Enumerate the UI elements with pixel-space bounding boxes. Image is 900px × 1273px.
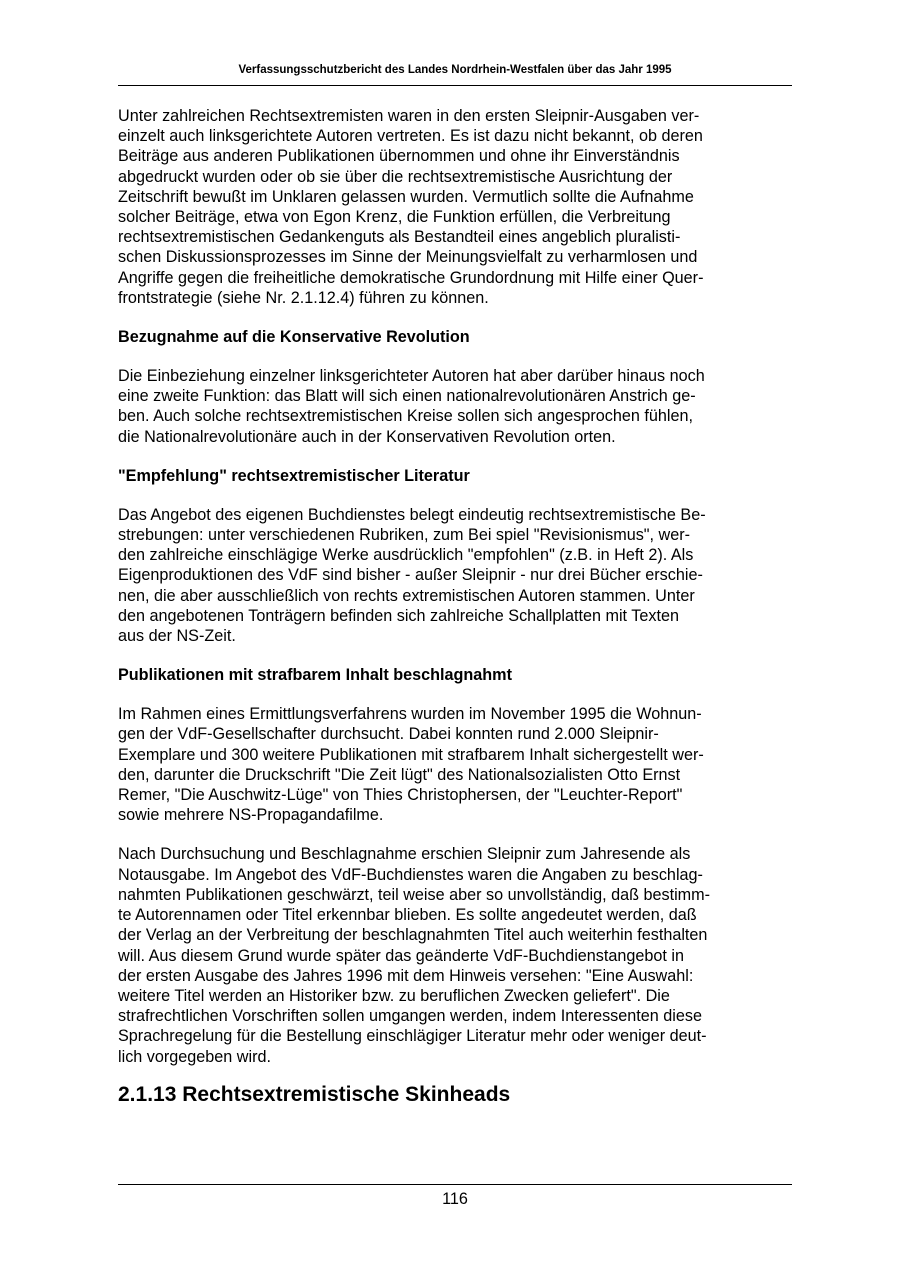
subheading: Bezugnahme auf die Konservative Revolution xyxy=(118,328,470,347)
text-line: den zahlreiche einschlägige Werke ausdrücklich "empfohlen" (z.B. in Heft 2). Als xyxy=(118,546,694,565)
paragraph xyxy=(118,106,782,308)
text-line: die Nationalrevolutionäre auch in der Konservativen Revolution orten. xyxy=(118,427,616,446)
page-number: 116 xyxy=(442,1190,468,1208)
text-line: will. Aus diesem Grund wurde später das geänderte VdF-Buchdienstangebot in xyxy=(118,946,684,965)
text-line: Angriffe gegen die freiheitliche demokratische Grundordnung mit Hilfe einer Quer- xyxy=(118,268,704,287)
text-line: solcher Beiträge, etwa von Egon Krenz, die Funktion erfüllen, die Verbreitung xyxy=(118,208,671,227)
paragraph xyxy=(118,505,782,646)
text-line: Unter zahlreichen Rechtsextremisten waren in den ersten Sleipnir-Ausgaben ver- xyxy=(118,107,700,125)
text-line: frontstrategie (siehe Nr. 2.1.12.4) führen zu können. xyxy=(118,288,489,307)
text-line: den, darunter die Druckschrift "Die Zeit lügt" des Nationalsozialisten Otto Ernst xyxy=(118,765,681,784)
page-header: Verfassungsschutzbericht des Landes Nordrhein-Westfalen über das Jahr 1995 xyxy=(238,64,672,76)
text-line: Remer, "Die Auschwitz-Lüge" von Thies Christophersen, der "Leuchter-Report" xyxy=(118,786,683,805)
page-content xyxy=(118,106,782,1108)
text-line: te Autorennamen oder Titel erkennbar blieben. Es sollte angedeutet werden, daß xyxy=(118,906,697,925)
text-line: abgedruckt wurden oder ob sie über die rechtsextremistische Ausrichtung der xyxy=(118,167,673,186)
subheading: Publikationen mit strafbarem Inhalt beschlagnahmt xyxy=(118,666,512,685)
text-line: rechtsextremistischen Gedankenguts als Bestandteil eines angeblich pluralisti- xyxy=(118,228,681,247)
text-line: Das Angebot des eigenen Buchdienstes belegt eindeutig rechtsextremistische Be- xyxy=(118,505,706,524)
header-rule xyxy=(118,85,792,86)
text-line: strafrechtlichen Vorschriften sollen umgangen werden, indem Interessenten diese xyxy=(118,1007,702,1026)
text-line: schen Diskussionsprozesses im Sinne der Meinungsvielfalt zu verharmlosen und xyxy=(118,248,698,267)
text-line: strebungen: unter verschiedenen Rubriken, zum Bei spiel "Revisionismus", wer- xyxy=(118,526,691,545)
text-line: Im Rahmen eines Ermittlungsverfahrens wurden im November 1995 die Wohnun- xyxy=(118,705,702,724)
text-line: Nach Durchsuchung und Beschlagnahme erschien Sleipnir zum Jahresende als xyxy=(118,845,691,864)
text-line: eine zweite Funktion: das Blatt will sich einen nationalrevolutionären Anstrich ge- xyxy=(118,387,696,406)
text-line: nen, die aber ausschließlich von rechts extremistischen Autoren stammen. Unter xyxy=(118,586,695,605)
text-line: Zeitschrift bewußt im Unklaren gelassen wurden. Vermutlich sollte die Aufnahme xyxy=(118,187,694,206)
text-line: der Verlag an der Verbreitung der beschlagnahmten Titel auch weiterhin festhalten xyxy=(118,926,708,945)
footer-rule xyxy=(118,1184,792,1185)
text-line: gen der VdF-Gesellschafter durchsucht. Dabei konnten rund 2.000 Sleipnir- xyxy=(118,725,659,744)
text-line: nahmten Publikationen geschwärzt, teil weise aber so unvollständig, daß bestimm- xyxy=(118,885,711,904)
text-line: Exemplare und 300 weitere Publikationen mit strafbarem Inhalt sichergestellt wer- xyxy=(118,745,704,764)
paragraph xyxy=(118,704,782,825)
text-line: der ersten Ausgabe des Jahres 1996 mit dem Hinweis versehen: "Eine Auswahl: xyxy=(118,966,694,985)
text-line: Beiträge aus anderen Publikationen übernommen und ohne ihr Einverständnis xyxy=(118,147,680,166)
text-line: Notausgabe. Im Angebot des VdF-Buchdienstes waren die Angaben zu beschlag- xyxy=(118,865,703,884)
text-line: Die Einbeziehung einzelner linksgerichteter Autoren hat aber darüber hinaus noch xyxy=(118,367,705,386)
text-line: lich vorgegeben wird. xyxy=(118,1047,271,1066)
text-line: sowie mehrere NS-Propagandafilme. xyxy=(118,806,384,825)
paragraph xyxy=(118,844,782,1066)
text-line: einzelt auch linksgerichtete Autoren vertreten. Es ist dazu nicht bekannt, ob deren xyxy=(118,127,703,146)
section-title: 2.1.13 Rechtsextremistische Skinheads xyxy=(118,1082,511,1106)
text-line: weitere Titel werden an Historiker bzw. zu beruflichen Zwecken geliefert". Die xyxy=(118,986,670,1005)
text-line: aus der NS-Zeit. xyxy=(118,627,236,646)
text-line: Eigenproduktionen des VdF sind bisher - außer Sleipnir - nur drei Bücher erschie- xyxy=(118,566,703,585)
text-line: ben. Auch solche rechtsextremistischen Kreise sollen sich angesprochen fühlen, xyxy=(118,407,693,426)
subheading: "Empfehlung" rechtsextremistischer Literatur xyxy=(118,466,470,485)
text-line: Sprachregelung für die Bestellung einschlägiger Literatur mehr oder weniger deut- xyxy=(118,1027,707,1046)
text-line: den angebotenen Tonträgern befinden sich zahlreiche Schallplatten mit Texten xyxy=(118,606,679,625)
paragraph xyxy=(118,366,782,447)
